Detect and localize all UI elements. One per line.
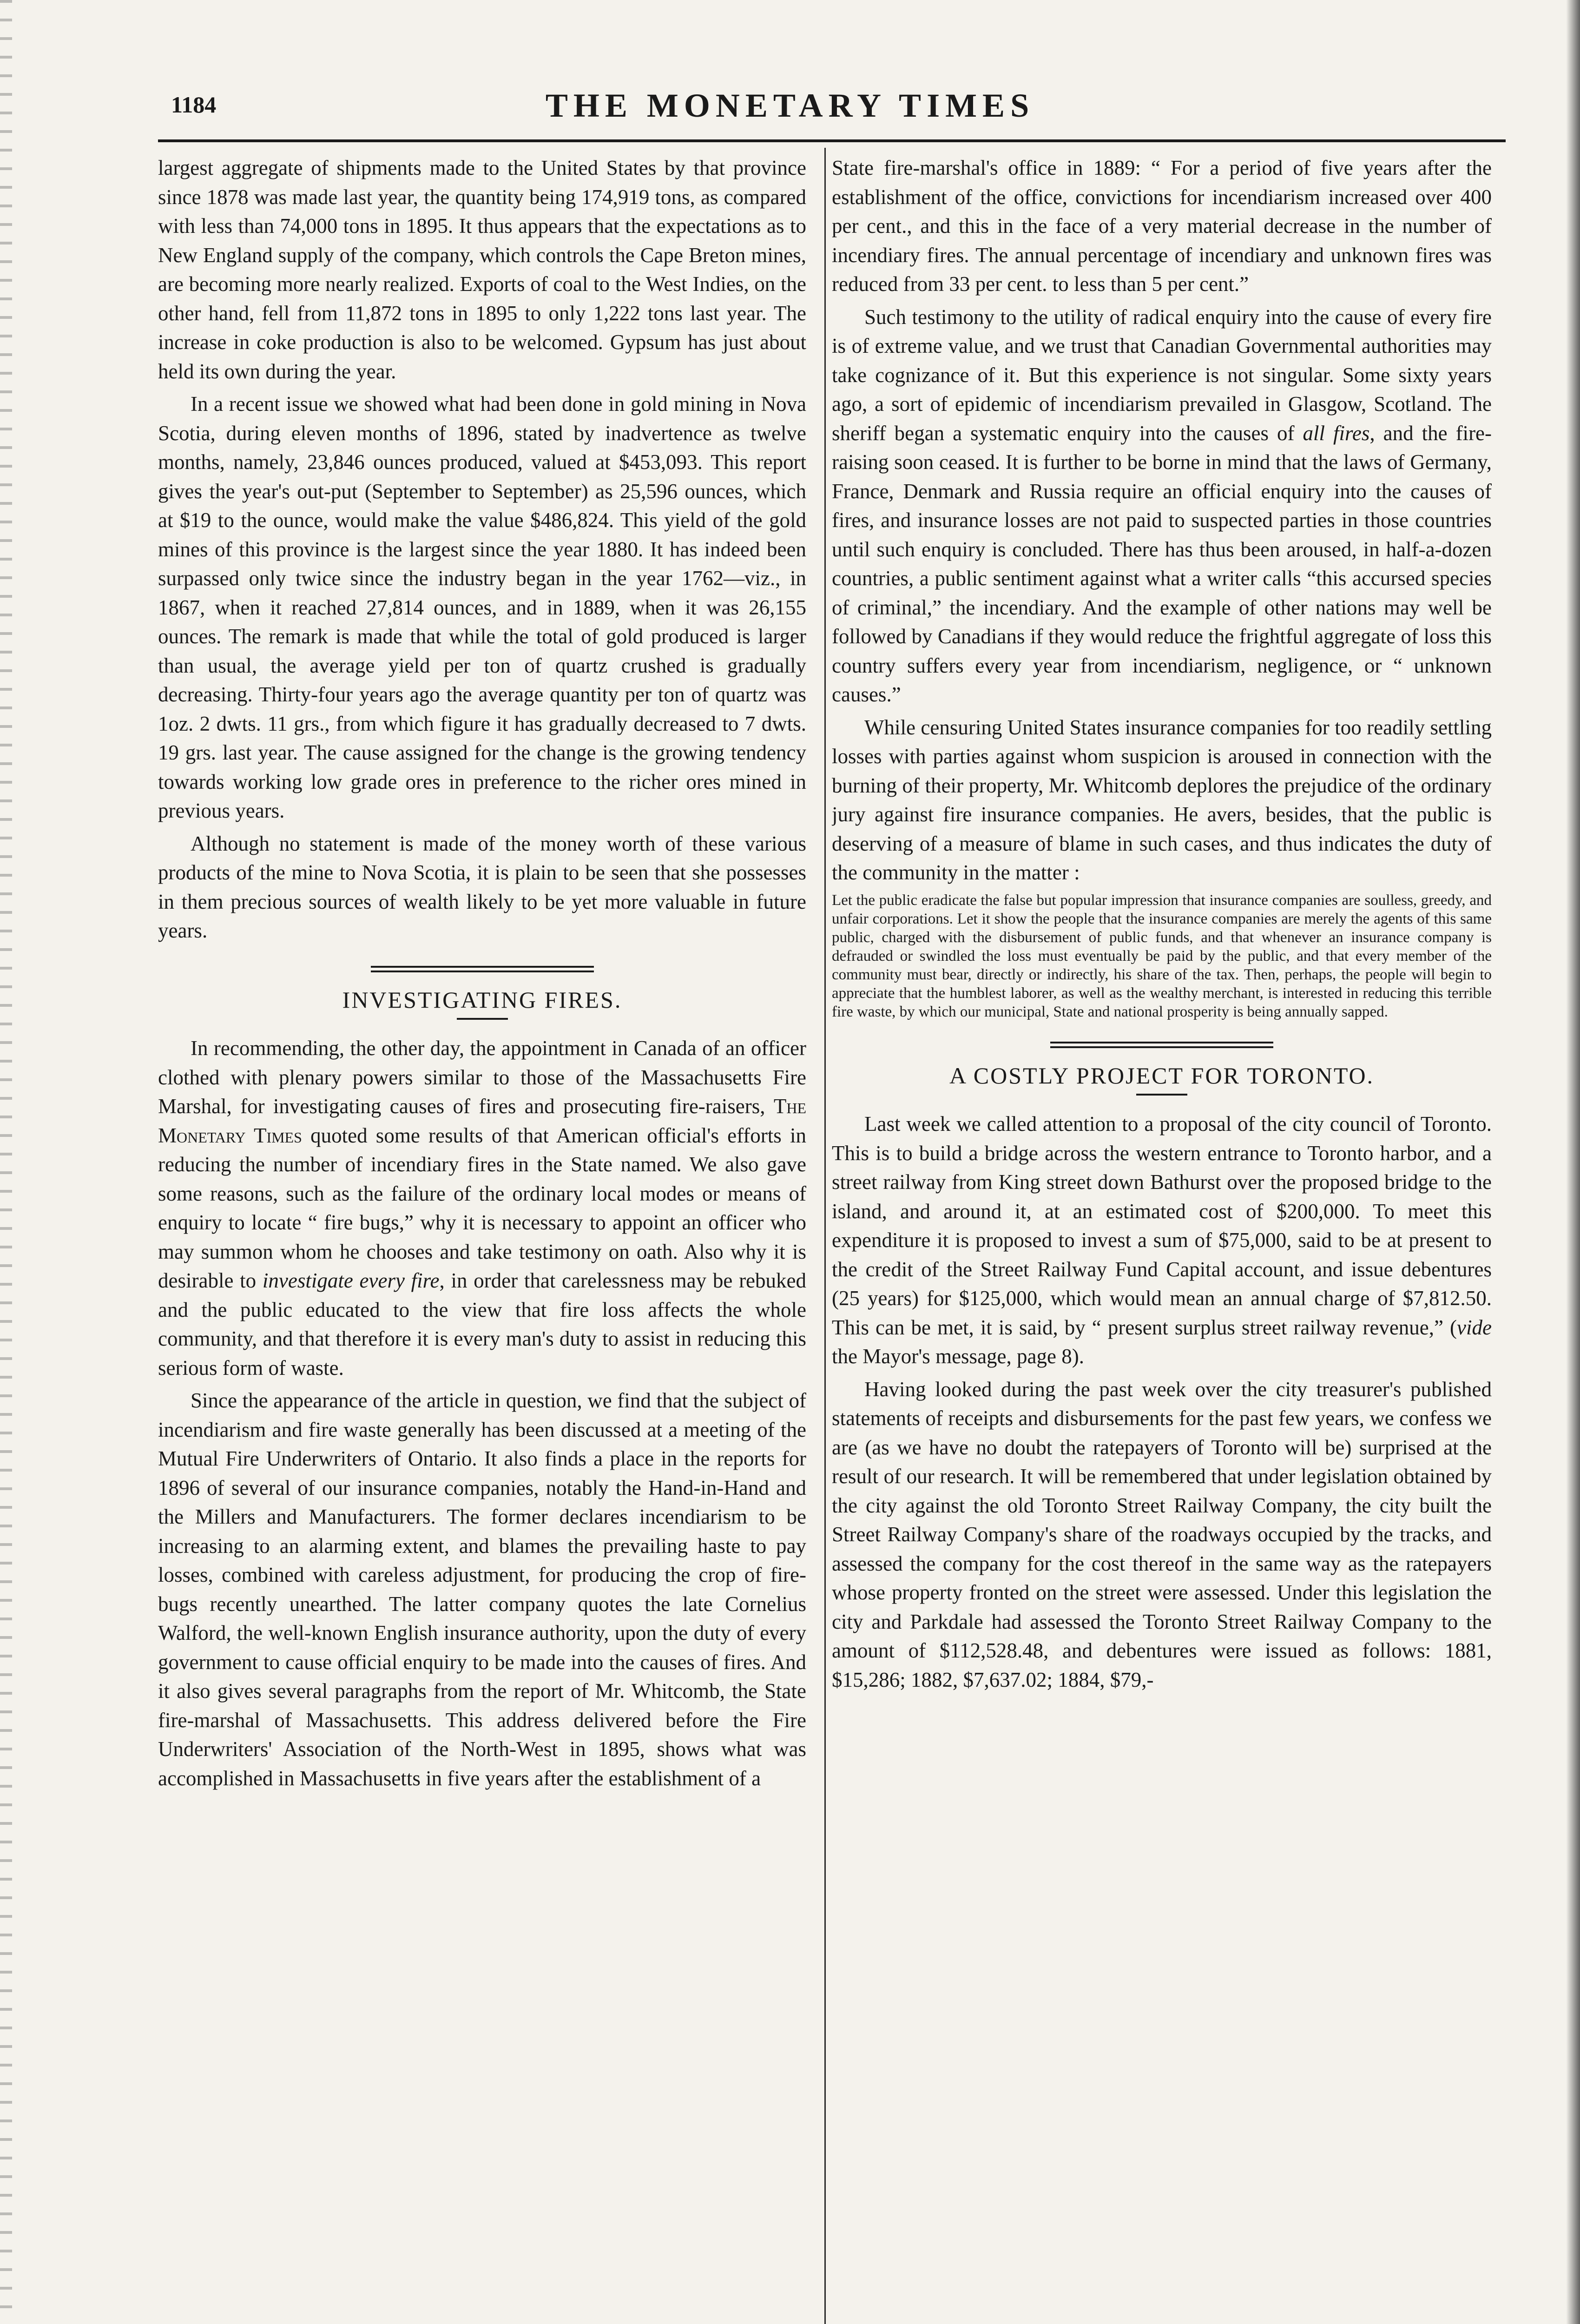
column-divider [824, 148, 826, 2324]
text-run: , in order that carelessness may be rebuked and the public educated to the view that fire loss affects the whole community, and that therefore it is every man's duty to assist in reducing this serious form of waste. [158, 1269, 806, 1380]
text-run: quoted some results of that American official's efforts in reducing the number of incendiary fires in the State named. We also gave some reasons, such as the failure of the ordinary local modes or means of enquiry to locate “ fire bugs,” why it is necessary to appoint an officer who may summon whom he chooses and take testimony on oath. Also why it is desirable to [158, 1123, 806, 1292]
paragraph [158, 1034, 806, 1382]
paragraph: Although no statement is made of the money worth of these various products of the mine to Nova Scotia, it is plain to be seen that she possesses in them precious sources of wealth likely to be yet more valuable in future years. [158, 832, 806, 942]
paragraph [832, 1109, 1492, 1371]
emphasis: all fires [1303, 421, 1370, 445]
right-column [832, 153, 1492, 2324]
text-run: In recommending, the other day, the appointment in Canada of an officer clothed with plenary powers similar to those of the Massachusetts Fire Marshal, for investigating causes of fires and prosecuting fire-raisers, [158, 1037, 806, 1118]
section-divider [1050, 1042, 1273, 1048]
paragraph: largest aggregate of shipments made to the United States by that province since 1878 was made last year, the quantity being 174,919 tons, as compared with less than 74,000 tons in 1895. It thus appears that the expectations as to New England supply of the company, which controls the Cape Breton mines, are becoming more nearly realized. Exports of coal to the West Indies, on the other hand, fell from 11,872 tons in 1895 to only 1,222 tons last year. The increase in coke production is also to be welcomed. Gypsum has just about held its own during the year. [158, 156, 806, 383]
text-run: Last week we called attention to a proposal of the city council of Toronto. This is to build a bridge across the western entrance to Toronto harbor, and a street railway from King street down Bathurst over the proposed bridge to the island, and around it, at an estimated cost of $200,000. To meet this expenditure it is proposed to invest a sum of $75,000, said to be at present to the credit of the Street Railway Fund Capital account, and issue debentures (25 years) for $125,000, which would mean an annual charge of $7,812.50. This can be met, it is said, by “ present surplus street railway revenue,” ( [832, 1112, 1492, 1339]
block-quote: Let the public eradicate the false but popular impression that insurance companies are soulless, greedy, and unfair corporations. Let it show the people that the insurance companies are merely the agents of this same public, charged with the disbursement of public funds, and that whenever an insurance company is defrauded or swindled the loss must eventually be paid by the public, and that every member of the community must bear, directly or indirectly, his share of the tax. Then, perhaps, the people will begin to appreciate that the humblest laborer, as well as the wealthy merchant, is interested in reducing this terrible fire waste, by which our municipal, State and national prosperity is being annually sapped. [832, 891, 1492, 1020]
text-run: Such testimony to the utility of radical enquiry into the cause of every fire is of extreme value, and we trust that Canadian Governmental authorities may take cognizance of it. But this experience is not singular. Some sixty years ago, a sort of epidemic of incendiarism prevailed in Glasgow, Scotland. The sheriff began a systematic enquiry into the causes of [832, 305, 1492, 445]
section-title-costly-project: A COSTLY PROJECT FOR TORONTO. [949, 1062, 1375, 1089]
title-underline [457, 1018, 508, 1020]
header-rule [158, 139, 1506, 142]
paragraph [832, 303, 1492, 709]
paragraph: Since the appearance of the article in question, we find that the subject of incendiarism and fire waste generally has been discussed at a meeting of the Mutual Fire Underwriters of Ontario. It also finds a place in the reports for 1896 of several of our insurance companies, notably the Hand-in-Hand and the Millers and Manufacturers. The former declares incendiarism to be increasing to an alarming extent, and blames the prevailing haste to pay losses, combined with careless adjustment, for producing the crop of fire-bugs recently unearthed. The latter company quotes the late Cornelius Walford, the well-known English insurance authority, upon the duty of every government to cause official enquiry to be made into the causes of fires. And it also gives several paragraphs from the report of Mr. Whitcomb, the State fire-marshal of Massachusetts. This address delivered before the Fire Underwriters' Association of the North-West in 1895, shows what was accomplished in Massachusetts in five years after the establishment of a [158, 1389, 806, 1790]
title-underline [1136, 1094, 1187, 1096]
text-run: the Mayor's message, page 8). [832, 1345, 1084, 1368]
left-column [158, 153, 806, 2324]
publication-name: The Monetary Times [158, 1095, 806, 1147]
page-edge-left [0, 0, 12, 2324]
page-number: 1184 [171, 92, 217, 118]
paragraph: State fire-marshal's office in 1889: “ For a period of five years after the establishment of the office, convictions for incendiarism increased over 400 per cent., and this in the face of a very material decrease in the number of incendiary fires. The annual percentage of incendiary and unknown fires was reduced from 33 per cent. to less than 5 per cent.” [832, 156, 1492, 296]
text-run: , and the fire-raising soon ceased. It is further to be borne in mind that the laws of Germany, France, Denmark and Russia require an official enquiry into the causes of fires, and insurance losses are not paid to suspected parties in those countries until such enquiry is concluded. There has thus been aroused, in half-a-dozen countries, a public sentiment against what a writer calls “this accursed species of criminal,” the incendiary. And the example of other nations may well be followed by Canadians if they would reduce the frightful aggregate of loss this country suffers every year from incendiarism, negligence, or “ unknown causes.” [832, 421, 1492, 706]
page-edge-right [1566, 0, 1580, 2324]
masthead-title: THE MONETARY TIMES [545, 87, 1035, 124]
section-divider [371, 966, 594, 972]
paragraph: Having looked during the past week over the city treasurer's published statements of receipts and disbursements for the past few years, we confess we are (as we have no doubt the ratepayers of Toronto will be) surprised at the result of our research. It will be remembered that under legislation obtained by the city against the old Toronto Street Railway Company, the city built the Street Railway Company's share of the roadways occupied by the tracks, and assessed the company for the cost thereof in the same way as the ratepayers whose property fronted on the street were assessed. Under this legislation the city and Parkdale had assessed the Toronto Street Railway Company to the amount of $112,528.48, and debentures were issued as follows: 1881, $15,286; 1882, $7,637.02; 1884, $79,- [832, 1377, 1492, 1691]
emphasis: investigate every fire [262, 1269, 440, 1292]
emphasis: vide [1457, 1315, 1492, 1339]
section-title-investigating-fires: INVESTIGATING FIRES. [342, 986, 622, 1013]
paragraph: While censuring United States insurance companies for too readily settling losses with parties against whom suspicion is aroused in connection with the burning of their property, Mr. Whitcomb deplores the prejudice of the ordinary jury against fire insurance companies. He avers, besides, that the public is deserving of a measure of blame in such cases, and thus indicates the duty of the community in the matter : [832, 715, 1492, 884]
paragraph: In a recent issue we showed what had been done in gold mining in Nova Scotia, during eleven months of 1896, stated by inadvertence as twelve months, namely, 23,846 ounces produced, valued at $453,093. This report gives the year's out-put (September to September) as 25,596 ounces, which at $19 to the ounce, would make the value $486,824. This yield of the gold mines of this province is the largest since the year 1880. It has indeed been surpassed only twice since the industry began in the year 1762—viz., in 1867, when it reached 27,814 ounces, and in 1889, when it was 26,155 ounces. The remark is made that while the total of gold produced is larger than usual, the average yield per ton of quartz crushed is gradually decreasing. Thirty-four years ago the average quantity per ton of quartz was 1oz. 2 dwts. 11 grs., from which figure it has gradually decreased to 7 dwts. 19 grs. last year. The cause assigned for the change is the growing tendency towards working low grade ores in preference to the richer ores mined in previous years. [158, 392, 806, 822]
